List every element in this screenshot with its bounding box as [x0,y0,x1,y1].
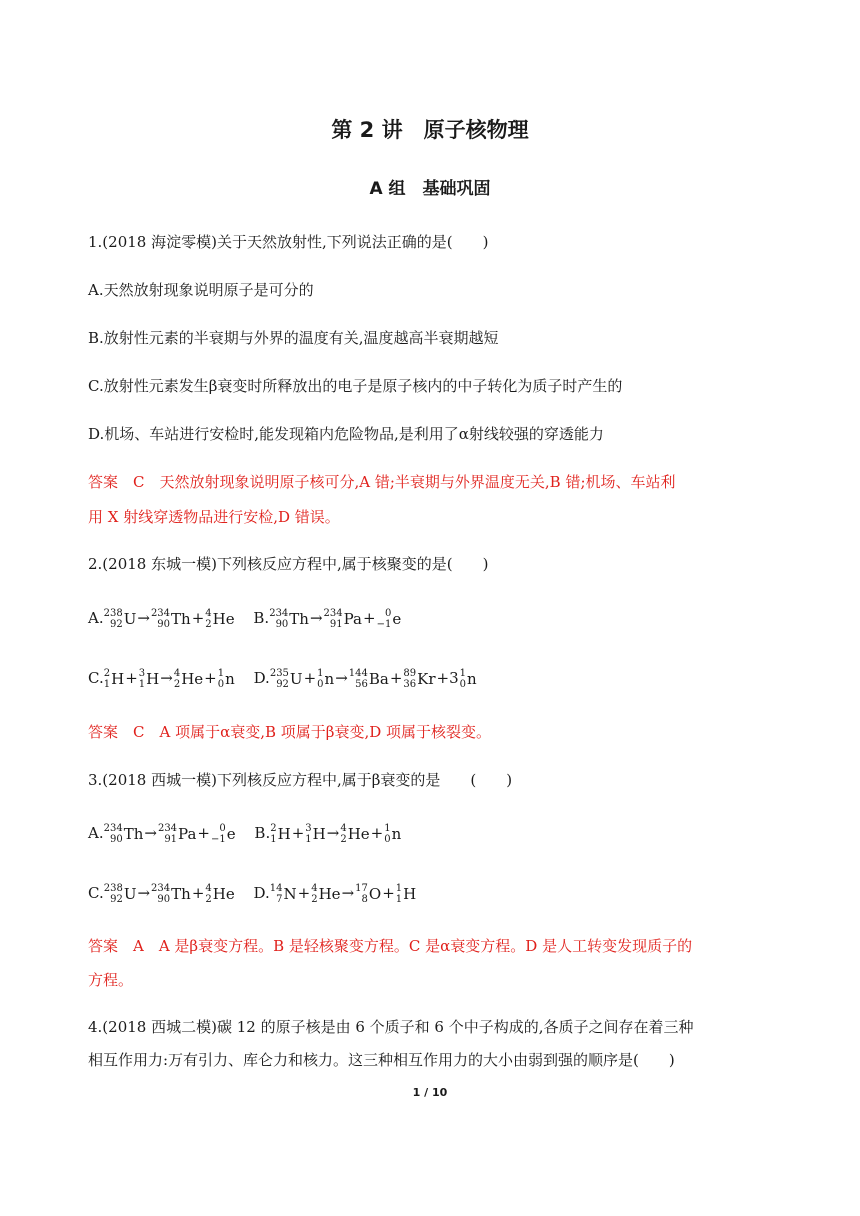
mass-number: 4 [311,882,318,894]
element-symbol: e [392,609,402,628]
nuclide [151,878,191,909]
plus-sign: +3 [436,669,459,687]
q3-options-row2 [88,877,430,909]
mass-number: 17 [355,882,368,894]
mass-number: 89 [403,667,417,679]
nuclide [211,818,236,849]
atomic-number: 1 [103,678,111,690]
nuclide [104,818,144,849]
mass-number: 3 [138,667,146,679]
nuclide [311,878,340,909]
plus-sign: + [191,884,205,902]
element-symbol: H [277,824,291,843]
element-symbol: He [181,669,204,688]
atomic-number: 36 [403,678,417,690]
q1-option-a: A.天然放射现象说明原子是可分的 [88,281,314,299]
element-symbol: H [146,669,160,688]
atomic-number: −1 [376,618,392,630]
plus-sign: + [297,884,311,902]
atomic-number: 2 [340,833,347,845]
reaction-arrow: → [335,669,348,687]
nuclide [340,818,369,849]
element-symbol: n [467,669,477,688]
nuclide [270,878,297,909]
nuclide [205,878,234,909]
element-symbol: Th [123,824,144,843]
atomic-number: 2 [205,618,212,630]
nuclide [270,663,303,694]
plus-sign: + [363,609,376,627]
mass-number: 234 [150,607,171,619]
element-symbol: e [226,824,236,843]
plus-sign: + [303,669,317,687]
nuclide [377,603,402,634]
mass-number: 14 [269,882,283,894]
atomic-number: 0 [217,678,225,690]
mass-number: 4 [340,822,347,834]
nuclide [384,818,401,849]
nuclide [317,663,334,694]
atomic-number: 91 [329,618,343,630]
nuclide [355,878,381,909]
q3-option-a [88,817,236,849]
q2-option-c [88,662,235,694]
atomic-number: 1 [395,893,403,905]
option-label: B. [254,824,271,842]
atomic-number: 90 [157,618,171,630]
reaction-arrow: → [160,669,173,687]
atomic-number: 92 [110,893,123,905]
q3-option-c [88,877,235,909]
mass-number: 235 [269,667,289,679]
element-symbol: Ba [368,669,389,688]
q2-option-b [253,602,401,634]
section-subtitle: A 组 基础巩固 [369,179,491,199]
option-label: D. [253,884,270,902]
mass-number: 238 [103,607,123,619]
mass-number: 1 [459,667,467,679]
element-symbol: Pa [343,609,363,628]
nuclide [104,663,124,694]
atomic-number: 56 [355,678,368,690]
element-symbol: Th [289,609,309,628]
reaction-arrow: → [144,824,157,842]
option-label: D. [253,669,270,687]
plus-sign: + [291,824,305,842]
q2-options-row1 [88,602,415,634]
nuclide [403,663,435,694]
q1-answer-line1: 答案 C 天然放射现象说明原子核可分,A 错;半衰期与外界温度无关,B 错;机场、车站利 [88,473,676,491]
atomic-number: 90 [157,893,171,905]
q1-answer-line2: 用 X 射线穿透物品进行安检,D 错误。 [88,508,340,526]
atomic-number: 1 [270,833,277,845]
element-symbol: He [212,609,235,628]
mass-number: 3 [305,822,312,834]
option-label: A. [88,609,104,627]
atomic-number: 92 [109,618,123,630]
nuclide [270,818,290,849]
q1-option-c: C.放射性元素发生β衰变时所释放出的电子是原子核内的中子转化为质子时产生的 [88,377,623,395]
atomic-number: 2 [311,893,318,905]
q3-option-d [254,877,417,909]
nuclide [324,603,362,634]
plus-sign: + [389,669,403,687]
atomic-number: 92 [276,678,289,690]
element-symbol: n [391,824,402,843]
plus-sign: + [197,824,210,842]
mass-number: 1 [384,822,391,834]
reaction-arrow: → [137,609,150,627]
mass-number: 1 [217,667,225,679]
element-symbol: n [225,669,235,688]
element-symbol: U [123,884,137,903]
atomic-number: 0 [317,678,324,690]
atomic-number: 90 [275,618,289,630]
mass-number: 234 [103,822,123,834]
page-title: 第 2 讲 原子核物理 [331,118,529,142]
mass-number: 4 [205,882,212,894]
plus-sign: + [191,609,205,627]
nuclide [305,818,325,849]
nuclide [396,878,416,909]
atomic-number: 91 [164,833,178,845]
nuclide [104,603,137,634]
q2-option-a [88,602,235,634]
q3-options-row1 [88,817,415,849]
q1-option-b: B.放射性元素的半衰期与外界的温度有关,温度越高半衰期越短 [88,329,499,347]
element-symbol: O [368,884,382,903]
page-number: 1 / 10 [412,1086,448,1099]
element-symbol: U [289,669,303,688]
atomic-number: 7 [276,893,283,905]
option-label: B. [253,609,270,627]
nuclide [205,603,234,634]
q2-options-row2 [88,662,491,694]
mass-number: 2 [103,667,111,679]
atomic-number: 1 [138,678,146,690]
atomic-number: 1 [305,833,312,845]
q3-answer-line2: 方程。 [88,971,134,989]
plus-sign: + [382,884,395,902]
nuclide [139,663,159,694]
atomic-number: 2 [205,893,212,905]
mass-number: 1 [395,882,403,894]
nuclide [218,663,235,694]
element-symbol: Kr [417,669,436,688]
option-label: C. [88,669,104,687]
element-symbol: Pa [178,824,197,843]
atomic-number: 8 [361,893,368,905]
mass-number: 234 [157,822,178,834]
option-label: A. [88,824,104,842]
option-label: C. [88,884,104,902]
nuclide [158,818,196,849]
mass-number: 2 [270,822,277,834]
element-symbol: n [324,669,335,688]
q3-option-b [254,817,401,849]
atomic-number: 0 [459,678,467,690]
reaction-arrow: → [341,884,355,902]
atomic-number: 0 [384,833,391,845]
mass-number: 0 [384,607,392,619]
plus-sign: + [125,669,138,687]
nuclide [151,603,191,634]
reaction-arrow: → [326,824,340,842]
mass-number: 234 [323,607,343,619]
nuclide [174,663,203,694]
mass-number: 0 [219,822,226,834]
q4-stem-line2: 相互作用力:万有引力、库仑力和核力。这三种相互作用力的大小由弱到强的顺序是( ) [88,1051,675,1069]
mass-number: 238 [103,882,123,894]
nuclide [269,603,309,634]
plus-sign: + [370,824,384,842]
nuclide [104,878,137,909]
element-symbol: Th [171,609,191,628]
mass-number: 1 [317,667,324,679]
nuclide [349,663,389,694]
reaction-arrow: → [137,884,151,902]
q3-stem: 3.(2018 西城一模)下列核反应方程中,属于β衰变的是 ( ) [88,771,513,789]
atomic-number: −1 [211,833,226,845]
q1-stem: 1.(2018 海淀零模)关于天然放射性,下列说法正确的是( ) [88,233,489,251]
q2-option-d [254,662,477,694]
mass-number: 4 [205,607,212,619]
nuclide [460,663,477,694]
atomic-number: 2 [173,678,181,690]
q4-stem-line1: 4.(2018 西城二模)碳 12 的原子核是由 6 个质子和 6 个中子构成的,各质子之间存在着三种 [88,1018,694,1036]
element-symbol: He [347,824,370,843]
q1-option-d: D.机场、车站进行安检时,能发现箱内危险物品,是利用了α射线较强的穿透能力 [88,425,604,443]
mass-number: 234 [269,607,289,619]
element-symbol: H [403,884,417,903]
q3-answer-line1: 答案 A A 是β衰变方程。B 是轻核聚变方程。C 是α衰变方程。D 是人工转变发现质子的 [88,937,693,955]
plus-sign: + [204,669,217,687]
element-symbol: U [123,609,137,628]
reaction-arrow: → [309,609,323,627]
element-symbol: H [111,669,125,688]
element-symbol: N [283,884,297,903]
atomic-number: 90 [109,833,123,845]
mass-number: 4 [173,667,181,679]
element-symbol: He [318,884,341,903]
element-symbol: He [212,884,235,903]
mass-number: 144 [348,667,368,679]
element-symbol: H [312,824,326,843]
mass-number: 234 [151,882,171,894]
q2-stem: 2.(2018 东城一模)下列核反应方程中,属于核聚变的是( ) [88,555,489,573]
element-symbol: Th [171,884,191,903]
q2-answer: 答案 C A 项属于α衰变,B 项属于β衰变,D 项属于核裂变。 [88,723,492,741]
